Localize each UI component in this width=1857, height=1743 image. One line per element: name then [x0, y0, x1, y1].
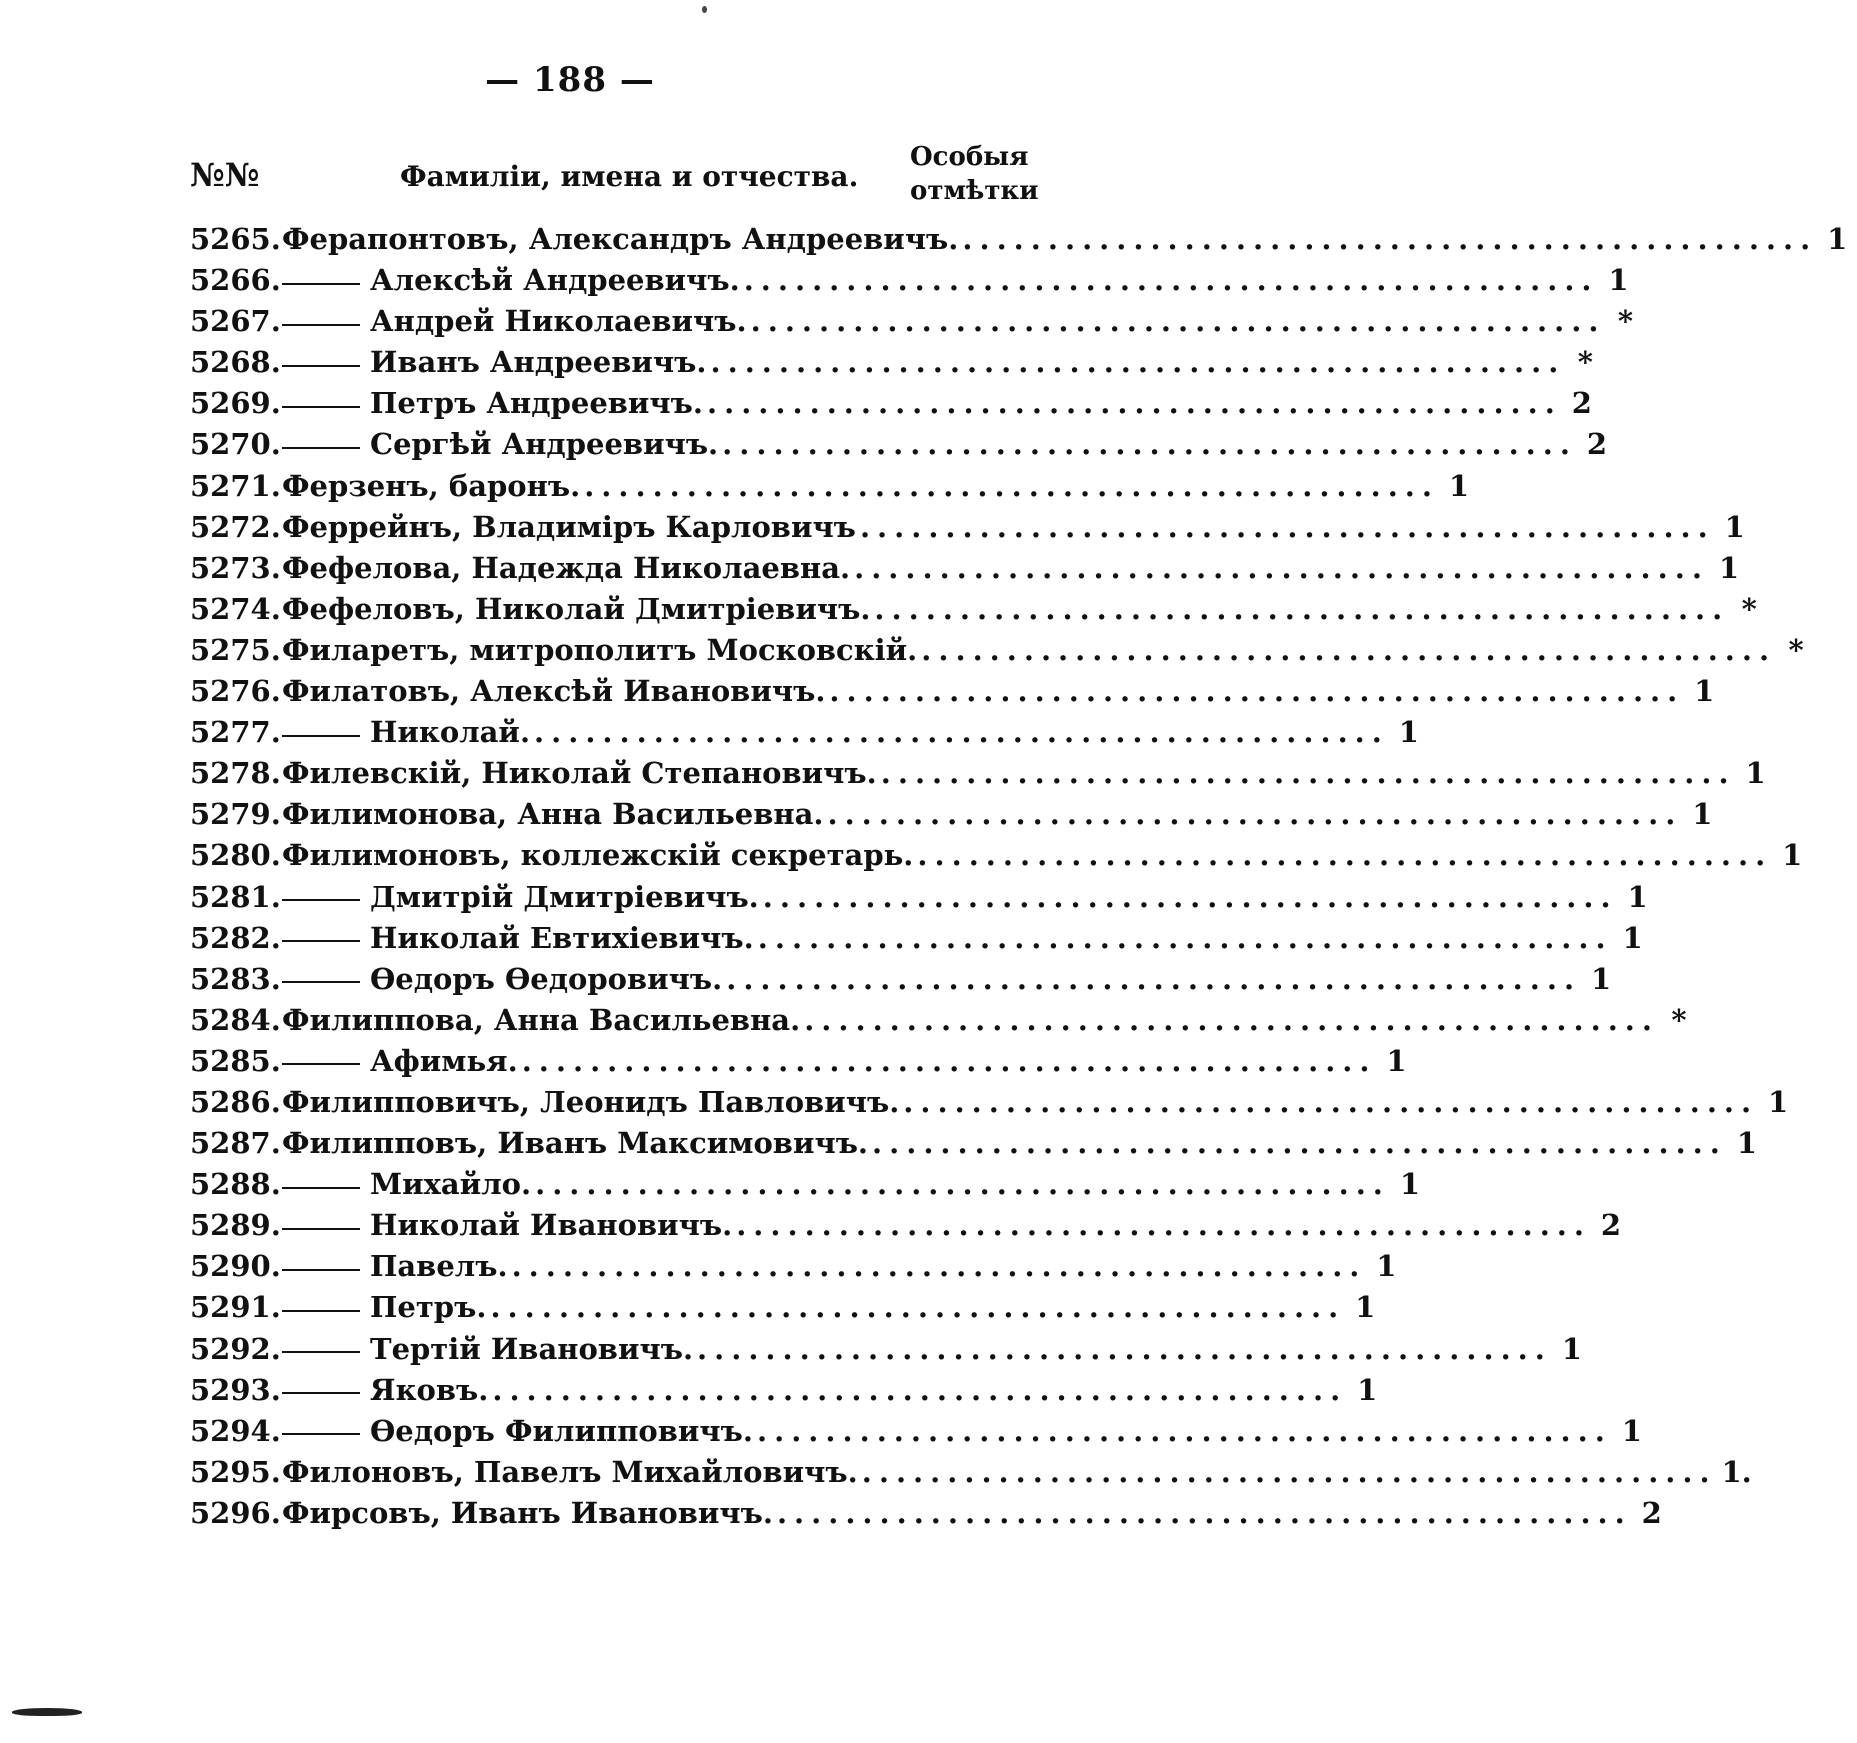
- entry-name: Филипповъ, Иванъ Максимовичъ.: [282, 1126, 869, 1161]
- entry-number: 5275.: [190, 632, 281, 667]
- register-entry: [190, 1167, 1420, 1208]
- marks-column-heading: [910, 140, 1039, 208]
- entry-name: Филевскій, Николай Степановичъ.: [282, 756, 877, 791]
- entry-mark: *: [1577, 345, 1593, 380]
- register-entry: [190, 1043, 1407, 1085]
- ditto-dash: [282, 735, 360, 737]
- ditto-dash: [282, 447, 360, 449]
- ditto-dash: [282, 1269, 360, 1271]
- entry-number: 5285.: [190, 1043, 281, 1078]
- entry-mark: 1: [1608, 263, 1629, 298]
- entry-number: 5278.: [190, 756, 281, 791]
- dot-leader: ..................................................: [707, 386, 1562, 421]
- register-entry: [190, 263, 1629, 304]
- dot-leader: ..................................................: [962, 222, 1818, 256]
- entry-name: Филимонова, Анна Васильевна.: [282, 797, 824, 832]
- entry-mark: 2: [1586, 427, 1608, 462]
- dot-leader: ..................................................: [736, 1208, 1591, 1243]
- dot-leader: ..................................................: [757, 1413, 1612, 1448]
- dot-leader: ..................................................: [535, 1167, 1390, 1202]
- register-entry: [190, 222, 1848, 263]
- entry-mark: 1: [1724, 509, 1745, 544]
- entry-number: 5265.: [190, 222, 281, 256]
- entry-mark: 1: [1386, 1043, 1407, 1078]
- dot-leader: ..................................................: [917, 838, 1773, 873]
- entry-name: Николай.: [370, 715, 531, 750]
- entry-mark: *: [1671, 1002, 1687, 1037]
- entry-mark: 1: [1692, 797, 1713, 832]
- entry-name: Яковъ.: [370, 1372, 489, 1407]
- dot-leader: ..................................................: [726, 961, 1582, 996]
- register-entry: [190, 509, 1745, 551]
- dot-leader: ..................................................: [743, 263, 1599, 298]
- entry-mark: 1: [1398, 715, 1419, 750]
- register-entry: [190, 838, 1803, 879]
- entry-name: Дмитрій Дмитріевичъ.: [370, 879, 759, 914]
- entry-number: 5281.: [190, 879, 281, 914]
- ditto-dash: [282, 981, 360, 983]
- register-entry: [190, 1454, 1752, 1496]
- ditto-dash: [282, 1228, 360, 1230]
- register-entry: [190, 1084, 1789, 1126]
- register-entries: [190, 222, 1848, 1537]
- register-entry: [190, 674, 1715, 715]
- entry-mark: 2: [1641, 1495, 1662, 1530]
- entry-number: 5287.: [190, 1126, 281, 1161]
- dot-leader: ..................................................: [872, 1126, 1727, 1161]
- entry-mark: 1: [1782, 838, 1803, 873]
- dot-leader: ..................................................: [697, 1331, 1552, 1366]
- ditto-dash: [282, 1187, 360, 1189]
- entry-number: 5276.: [190, 674, 281, 709]
- entry-number: 5280.: [190, 838, 281, 873]
- entry-name: Николай Евтихіевичъ.: [370, 920, 754, 955]
- name-column-heading: Фамиліи, имена и отчества.: [400, 160, 859, 193]
- register-entry: [190, 920, 1643, 962]
- entry-mark: 1: [1448, 468, 1470, 503]
- register-entry: [190, 756, 1766, 797]
- entry-name: Сергѣй Андреевичъ.: [370, 427, 719, 462]
- register-entry: [190, 427, 1608, 468]
- register-entry: [190, 550, 1740, 592]
- entry-name: Филиппова, Анна Васильевна.: [282, 1002, 801, 1037]
- entry-number: 5269.: [190, 386, 281, 421]
- entry-name: Тертій Ивановичъ.: [370, 1331, 694, 1366]
- dot-leader: ..................................................: [861, 1454, 1717, 1489]
- entry-mark: 1: [1355, 1290, 1376, 1325]
- entry-mark: 2: [1600, 1208, 1622, 1243]
- dot-leader: ..................................................: [804, 1002, 1659, 1037]
- entry-name: Филоновъ, Павелъ Михайловичъ.: [282, 1454, 858, 1489]
- entry-mark: 1: [1621, 1413, 1642, 1448]
- dot-leader: ..................................................: [762, 879, 1618, 914]
- entry-number: 5288.: [190, 1167, 281, 1202]
- entry-name: Өедоръ Филипповичъ.: [370, 1413, 754, 1448]
- entry-name: Андрей Николаевичъ.: [370, 304, 747, 339]
- register-entry: [190, 1495, 1662, 1537]
- entry-number: 5284.: [190, 1002, 281, 1037]
- ditto-dash: [282, 1433, 360, 1435]
- register-entry: [190, 1249, 1397, 1290]
- register-entry: [190, 1002, 1687, 1044]
- entry-number: 5274.: [190, 591, 281, 626]
- ditto-dash: [282, 899, 360, 901]
- entry-name: Филаретъ, митрополитъ Московскій.: [282, 632, 918, 667]
- entry-number: 5289.: [190, 1208, 281, 1243]
- entry-name: Фирсовъ, Иванъ Ивановичъ.: [282, 1495, 773, 1530]
- entry-number: 5286.: [190, 1084, 281, 1119]
- dot-leader: ..................................................: [921, 632, 1777, 667]
- entry-name: Михайло.: [370, 1167, 532, 1202]
- register-entry: [190, 304, 1634, 345]
- entry-number: 5283.: [190, 961, 281, 996]
- entry-mark: 1: [1357, 1372, 1378, 1407]
- register-entry: [190, 1126, 1757, 1167]
- dot-leader: ..................................................: [903, 1084, 1759, 1119]
- register-entry: [190, 468, 1470, 510]
- ditto-dash: [282, 1392, 360, 1394]
- dot-leader: ..................................................: [827, 797, 1683, 832]
- entry-name: Иванъ Андреевичъ.: [370, 345, 707, 380]
- column-header: [190, 140, 1039, 210]
- register-entry: [190, 591, 1757, 633]
- ink-speck: [702, 6, 707, 13]
- marks-heading-line-2: отмѣтки: [910, 176, 1039, 206]
- entry-mark: *: [1741, 591, 1757, 626]
- dot-leader: ..................................................: [880, 756, 1736, 791]
- ditto-dash: [282, 1063, 360, 1065]
- ditto-dash: [282, 283, 360, 285]
- entry-number: 5271.: [190, 468, 281, 503]
- dot-leader: ..................................................: [722, 427, 1577, 462]
- entry-mark: 1: [1827, 222, 1848, 256]
- page-number: — 188 —: [485, 60, 655, 100]
- ditto-dash: [282, 406, 360, 408]
- entry-mark: 1: [1399, 1167, 1420, 1202]
- entry-number: 5294.: [190, 1413, 281, 1448]
- dot-leader: ..................................................: [710, 345, 1566, 380]
- dot-leader: ..................................................: [584, 468, 1439, 503]
- entry-name: Өедоръ Өедоровичъ.: [370, 961, 723, 996]
- ditto-dash: [282, 940, 360, 942]
- register-entry: [190, 345, 1593, 386]
- entry-name: Филатовъ, Алексѣй Ивановичъ.: [282, 674, 826, 709]
- register-entry: [190, 1290, 1376, 1331]
- entry-mark: 1: [1694, 674, 1715, 709]
- ditto-dash: [282, 1310, 360, 1312]
- register-entry: [190, 715, 1419, 756]
- register-entry: [190, 1372, 1378, 1414]
- entry-name: Фефеловъ, Николай Дмитріевичъ.: [282, 591, 871, 626]
- dot-leader: ..................................................: [829, 674, 1685, 709]
- entry-name: Павелъ.: [370, 1249, 508, 1284]
- entry-mark: 1: [1745, 756, 1766, 791]
- register-entry: [190, 1331, 1582, 1373]
- entry-mark: 1: [1736, 1126, 1757, 1161]
- entry-name: Алексѣй Андреевичъ.: [370, 263, 740, 298]
- entry-mark: *: [1617, 304, 1634, 339]
- dot-leader: ..................................................: [874, 591, 1730, 626]
- dot-leader: ..................................................: [492, 1372, 1348, 1407]
- ditto-dash: [282, 1351, 360, 1353]
- entry-name: Феррейнъ, Владиміръ Карловичъ: [282, 509, 856, 544]
- entry-number: 5293.: [190, 1372, 281, 1407]
- entry-name: Филипповичъ, Леонидъ Павловичъ.: [282, 1084, 900, 1119]
- entry-number: 5277.: [190, 715, 281, 750]
- entry-name: Филимоновъ, коллежскій секретарь.: [282, 838, 914, 873]
- entry-number: 5279.: [190, 797, 281, 832]
- entry-name: Николай Ивановичъ.: [370, 1208, 733, 1243]
- entry-name: Петръ.: [370, 1290, 487, 1325]
- dot-leader: ..................................................: [534, 715, 1389, 750]
- entry-mark: 2: [1571, 386, 1592, 421]
- dot-leader: ..................................................: [859, 509, 1715, 544]
- dot-leader: ..................................................: [521, 1043, 1377, 1078]
- entry-number: 5272.: [190, 509, 281, 544]
- entry-mark: 1: [1768, 1084, 1789, 1119]
- dot-leader: ..................................................: [757, 920, 1613, 955]
- entry-mark: 1: [1376, 1249, 1397, 1284]
- register-entry: [190, 879, 1648, 921]
- entry-mark: 1: [1718, 550, 1740, 585]
- entry-name: Фефелова, Надежда Николаевна.: [282, 550, 851, 585]
- entry-number: 5268.: [190, 345, 281, 380]
- entry-name: Петръ Андреевичъ.: [370, 386, 704, 421]
- dot-leader: ..................................................: [776, 1495, 1632, 1530]
- entry-number: 5273.: [190, 550, 281, 585]
- entry-mark: 1: [1622, 920, 1643, 955]
- entry-number: 5292.: [190, 1331, 281, 1366]
- entry-number: 5291.: [190, 1290, 281, 1325]
- ink-blot: [12, 1708, 82, 1716]
- entry-number: 5296.: [190, 1495, 281, 1530]
- entry-number: 5266.: [190, 263, 281, 298]
- entry-mark: *: [1788, 632, 1804, 667]
- dot-leader: ..................................................: [511, 1249, 1367, 1284]
- entry-number: 5295.: [190, 1454, 281, 1489]
- register-entry: [190, 386, 1592, 427]
- register-entry: [190, 1413, 1642, 1455]
- dot-leader: ..................................................: [750, 304, 1606, 339]
- entry-number: 5270.: [190, 427, 281, 462]
- entry-number: 5290.: [190, 1249, 281, 1284]
- entry-number: 5267.: [190, 304, 281, 339]
- entry-name: Афимья.: [370, 1043, 518, 1078]
- ditto-dash: [282, 365, 360, 367]
- register-entry: [190, 1208, 1622, 1249]
- ditto-dash: [282, 324, 360, 326]
- register-entry: [190, 961, 1612, 1003]
- marks-heading-line-1: Особыя: [910, 142, 1029, 172]
- dot-leader: ..................................................: [854, 550, 1709, 585]
- entry-number: 5282.: [190, 920, 281, 955]
- entry-mark: 1.: [1721, 1454, 1752, 1489]
- entry-name: Ферзенъ, баронъ.: [282, 468, 581, 503]
- register-entry: [190, 797, 1713, 838]
- dot-leader: ..................................................: [490, 1290, 1346, 1325]
- number-column-heading: №№: [190, 156, 260, 194]
- entry-mark: 1: [1590, 961, 1612, 996]
- register-entry: [190, 632, 1804, 674]
- entry-name: Ферапонтовъ, Александръ Андреевичъ.: [282, 222, 959, 256]
- entry-mark: 1: [1561, 1331, 1582, 1366]
- entry-mark: 1: [1627, 879, 1648, 914]
